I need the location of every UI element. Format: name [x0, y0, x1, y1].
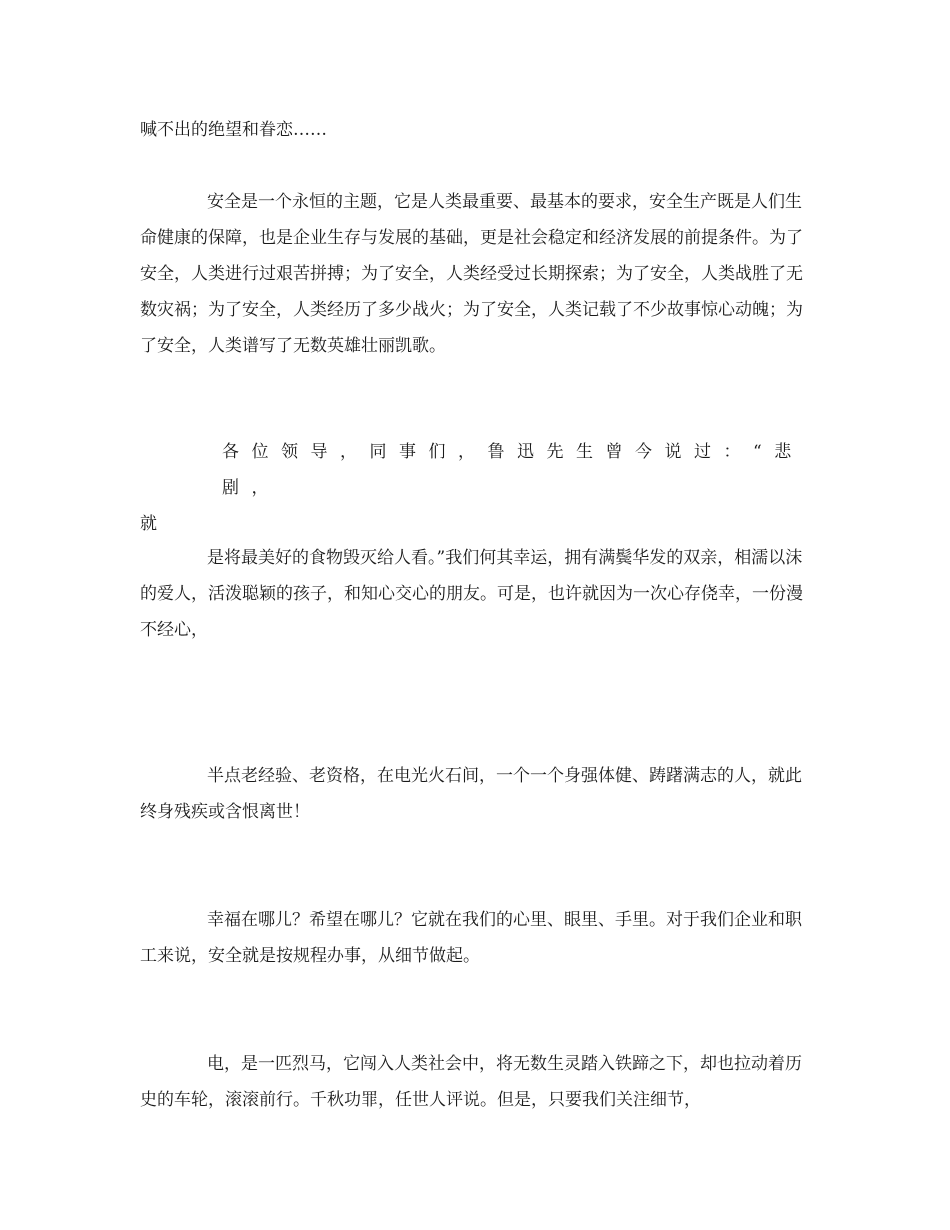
paragraph-6: 幸福在哪儿？希望在哪儿？它就在我们的心里、眼里、手里。对于我们企业和职工来说，安全就是按规程办事，从细节做起。	[140, 910, 802, 966]
paragraph-7: 电，是一匹烈马，它闯入人类社会中，将无数生灵踏入铁蹄之下，却也拉动着历史的车轮，滚滚前行。千秋功罪，任世人评说。但是，只要我们关注细节，	[140, 1054, 802, 1110]
paragraph-2: 安全是一个永恒的主题，它是人类最重要、最基本的要求，安全生产既是人们生命健康的保障，也是企业生存与发展的基础，更是社会稳定和经济发展的前提条件。为了安全，人类进行过艰苦拼搏；为了安全，人类经受过长期探索；为了安全，人类战胜了无数灾祸；为了安全，人类经历了多少战火；为了安全，人类记载了不少故事惊心动魄；为了安全，人类谱写了无数英雄壮丽凯歌。	[140, 192, 803, 356]
paragraph-4: 是将最美好的食物毁灭给人看。”我们何其幸运，拥有满鬓华发的双亲，相濡以沫的爱人，活泼聪颖的孩子，和知心交心的朋友。可是，也许就因为一次心存侥幸，一份漫不经心，	[140, 548, 803, 640]
paragraph-1: 喊不出的绝望和眷恋……	[140, 120, 327, 140]
paragraph-3-line-1: 各位领导，同事们，鲁迅先生曾今说过：“悲剧，	[222, 442, 804, 498]
paragraph-3	[140, 434, 810, 542]
paragraph-5: 半点老经验、老资格，在电光火石间，一个一个身强体健、踌躇满志的人，就此终身残疾或含恨离世！	[140, 766, 802, 822]
paragraph-3-line-2: 就	[140, 514, 157, 534]
